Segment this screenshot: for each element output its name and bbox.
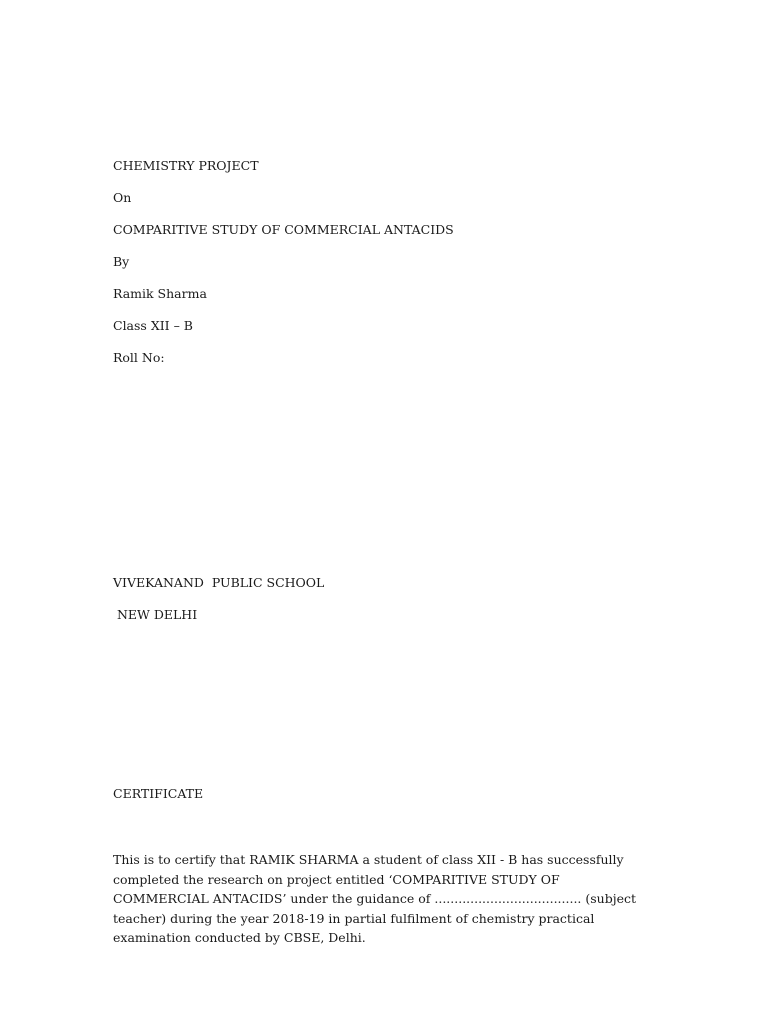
certificate-body: This is to certify that RAMIK SHARMA a student of class XII - B has successfully completed the research on project entitled ‘COMPARITIVE STUDY OF COMMERCIAL ANTACIDS’ under the guidance of ..................................... (subject teacher) during the year 2018-19 in partial fulfilment of chemistry practical examination conducted by CBSE, Delhi.	[113, 852, 637, 945]
on-label: On	[113, 190, 132, 205]
student-name: Ramik Sharma	[113, 286, 207, 301]
school-name: VIVEKANAND PUBLIC SCHOOL	[113, 575, 325, 590]
project-topic: COMPARITIVE STUDY OF COMMERCIAL ANTACIDS	[113, 222, 454, 237]
project-heading: CHEMISTRY PROJECT	[113, 158, 259, 173]
by-label: By	[113, 254, 130, 269]
school-city: NEW DELHI	[113, 607, 198, 622]
roll-number: Roll No:	[113, 350, 165, 365]
student-class: Class XII – B	[113, 318, 193, 333]
certificate-heading: CERTIFICATE	[113, 786, 204, 801]
